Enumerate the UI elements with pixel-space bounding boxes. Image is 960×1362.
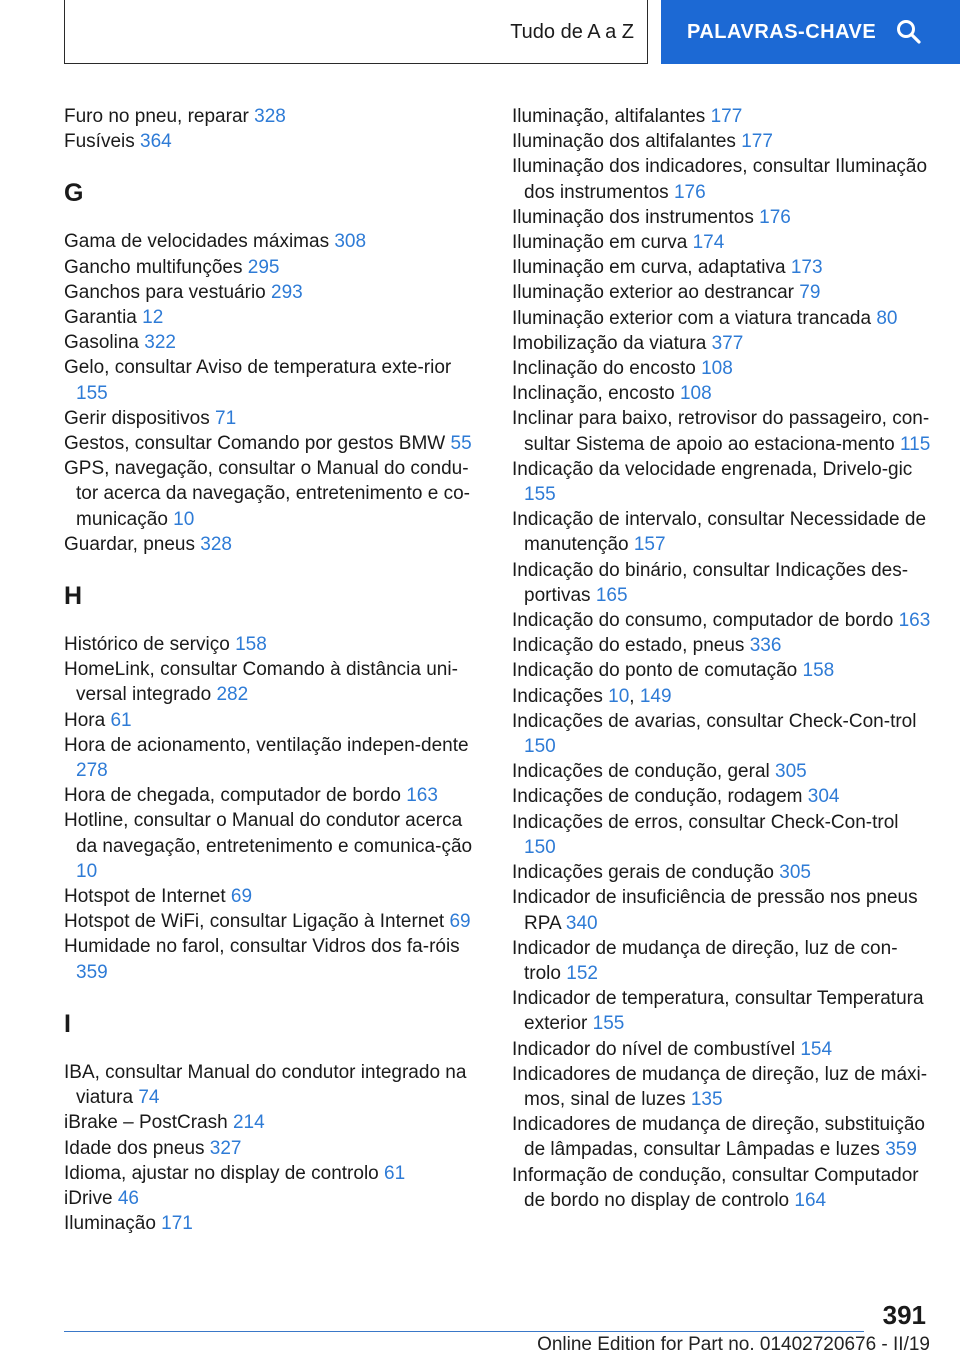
index-entry <box>64 708 484 733</box>
page-reference-link[interactable]: 135 <box>690 1088 723 1110</box>
index-entry <box>64 406 484 431</box>
index-entry <box>512 608 932 633</box>
page-reference-link[interactable]: 10 <box>608 685 630 707</box>
index-entry-text: iBrake – PostCrash <box>64 1112 228 1134</box>
index-entry-text: Gestos, consultar Comando por gestos BMW <box>64 433 446 455</box>
index-entry <box>512 1062 932 1112</box>
index-entry-text: Iluminação dos altifalantes <box>512 131 736 153</box>
index-column-right <box>512 104 932 1213</box>
index-entry-text: Indicações de erros, consultar Check-Con-trol <box>512 811 899 833</box>
index-entry <box>512 129 932 154</box>
index-entry-text: Idioma, ajustar no display de controlo <box>64 1162 379 1184</box>
index-entry-text: Indicação da velocidade engrenada, Drivelo-gic <box>512 458 913 480</box>
index-entry <box>64 884 484 909</box>
index-entry-text: Indicações <box>512 685 603 707</box>
index-entry <box>512 381 932 406</box>
index-entry <box>512 986 932 1036</box>
index-entry-text: Iluminação exterior ao destrancar <box>512 282 794 304</box>
index-entry-text: Fusíveis <box>64 131 135 153</box>
page-reference-link[interactable]: 165 <box>595 584 628 606</box>
page-reference-link[interactable]: 158 <box>802 660 835 682</box>
index-entry-text: Indicador de mudança de direção, luz de con-trolo <box>512 937 898 984</box>
page-reference-link[interactable]: 359 <box>76 961 108 983</box>
page-reference-link[interactable]: 69 <box>449 911 471 933</box>
index-entry-text: Inclinação do encosto <box>512 358 696 380</box>
index-entry-text: Idade dos pneus <box>64 1137 205 1159</box>
page-reference-link[interactable]: 163 <box>406 785 438 807</box>
index-entry-text: Indicações de condução, geral <box>512 761 770 783</box>
top-navigation <box>0 0 960 66</box>
index-entry-text: Indicadores de mudança de direção, substituição de lâmpadas, consultar Lâmpadas e luzes <box>512 1114 925 1161</box>
page-reference-link[interactable]: 157 <box>633 534 666 556</box>
tab-all-a-to-z-label: Tudo de A a Z <box>510 20 634 43</box>
tab-keywords-label: PALAVRAS-CHAVE <box>687 20 877 43</box>
index-entry-text: Indicador de temperatura, consultar Temperatura exterior <box>512 988 924 1035</box>
page-reference-link[interactable]: 308 <box>334 231 367 253</box>
page-reference-link[interactable]: 80 <box>876 307 898 329</box>
index-entry-text: Hora <box>64 709 106 731</box>
tab-all-a-to-z[interactable] <box>500 0 648 64</box>
footer-rule <box>64 1331 864 1332</box>
index-entry <box>512 784 932 809</box>
index-entry-text: Indicador do nível de combustível <box>512 1038 796 1060</box>
page-reference-link[interactable]: 164 <box>794 1189 827 1211</box>
index-entry-text: Inclinação, encosto <box>512 383 675 405</box>
index-entry <box>64 456 484 532</box>
index-entry-text: Iluminação exterior com a viatura trancada <box>512 307 872 329</box>
page-reference-link[interactable]: 293 <box>271 281 303 303</box>
index-entry <box>512 280 932 305</box>
index-entry-text: Hora de acionamento, ventilação indepen-dente <box>64 734 469 756</box>
index-entry <box>64 280 484 305</box>
page-reference-link[interactable]: 149 <box>639 685 672 707</box>
index-entry-text: Guardar, pneus <box>64 533 195 555</box>
index-entry-text: Iluminação em curva, adaptativa <box>512 257 786 279</box>
page-reference-link[interactable]: 336 <box>749 635 782 657</box>
page-reference-link[interactable]: 46 <box>117 1187 139 1209</box>
index-entry <box>512 558 932 608</box>
page-reference-link[interactable]: 328 <box>200 533 232 555</box>
index-entry-text: Gasolina <box>64 332 139 354</box>
index-entry <box>64 1161 484 1186</box>
index-letter-heading: I <box>64 1009 71 1038</box>
page-reference-link[interactable]: 282 <box>216 684 249 706</box>
index-entry-text: Indicação do ponto de comutação <box>512 660 798 682</box>
index-entry <box>64 733 484 783</box>
index-entry <box>64 431 484 456</box>
page-reference-link[interactable]: 359 <box>885 1139 917 1161</box>
page-number: 391 <box>882 1300 926 1330</box>
page-reference-link[interactable]: 55 <box>450 433 472 455</box>
footer-edition-text: Online Edition for Part no. 01402720676 - II/19 <box>537 1334 930 1355</box>
index-entry-text: Iluminação dos instrumentos <box>512 206 754 228</box>
page-reference-link[interactable]: 176 <box>759 206 791 228</box>
index-entry <box>512 230 932 255</box>
page-reference-link[interactable]: 115 <box>900 433 931 455</box>
search-icon <box>896 19 922 45</box>
index-entry <box>512 255 932 280</box>
index-entry <box>64 255 484 280</box>
index-entry <box>64 632 484 657</box>
index-letter-heading: G <box>64 179 84 208</box>
index-entry-text: iDrive <box>64 1187 113 1209</box>
index-entry-text: Indicadores de mudança de direção, luz de máxi-mos, sinal de luzes <box>512 1063 928 1110</box>
index-entry <box>512 1112 932 1162</box>
page-reference-link[interactable]: 305 <box>779 862 811 884</box>
index-entry-text: Hotspot de WiFi, consultar Ligação à Internet <box>64 911 445 933</box>
index-entry-text: Hotline, consultar o Manual do condutor acerca da navegação, entretenimento e comunica-ção <box>64 810 473 857</box>
index-entry: Indicações 10, 149 <box>512 685 672 707</box>
index-entry <box>512 356 932 381</box>
page-reference-link[interactable]: 150 <box>524 836 556 858</box>
index-entry <box>512 306 932 331</box>
index-entry-text: Histórico de serviço <box>64 634 230 656</box>
page-reference-link[interactable]: 69 <box>230 886 253 908</box>
index-entry-text: Iluminação dos indicadores, consultar Iluminação dos instrumentos <box>512 156 928 203</box>
index-entry-text: Iluminação em curva <box>512 232 688 254</box>
index-letter-heading: H <box>64 582 83 611</box>
page-reference-link[interactable]: 108 <box>701 358 733 380</box>
index-entry-text: Indicações gerais de condução <box>512 862 774 884</box>
index-entry <box>64 532 484 557</box>
index-entry <box>64 657 484 707</box>
index-entry <box>512 1163 932 1213</box>
page-reference-link[interactable]: 108 <box>679 383 712 405</box>
index-entry <box>64 1186 484 1211</box>
index-entry-text: Hora de chegada, computador de bordo <box>64 785 401 807</box>
index-entry <box>512 154 932 204</box>
page-reference-link[interactable]: 171 <box>161 1213 193 1235</box>
index-entry-text: Gancho multifunções <box>64 256 243 278</box>
page-reference-link[interactable]: 328 <box>254 106 286 127</box>
page-reference-link[interactable]: 154 <box>800 1038 833 1060</box>
page-reference-link[interactable]: 61 <box>110 709 132 731</box>
page-reference-link[interactable]: 176 <box>673 181 706 203</box>
index-entry <box>512 406 932 456</box>
index-entry <box>64 934 484 984</box>
index-entry-text: Informação de condução, consultar Computador de bordo no display de controlo <box>512 1164 919 1211</box>
index-entry <box>64 1136 484 1161</box>
index-entry <box>64 909 484 934</box>
index-entry <box>64 330 484 355</box>
index-entry <box>512 507 932 557</box>
index-entry <box>64 355 484 405</box>
page-reference-link[interactable]: 10 <box>173 508 195 530</box>
page-reference-link[interactable]: 74 <box>138 1087 160 1109</box>
page-reference-link[interactable]: 155 <box>524 484 556 506</box>
index-entry-text: Hotspot de Internet <box>64 886 226 908</box>
index-entry <box>64 305 484 330</box>
index-entry-text: Gelo, consultar Aviso de temperatura exte-rior <box>64 357 452 379</box>
index-entry-text: Indicações de avarias, consultar Check-Con-trol <box>512 710 917 732</box>
index-entry <box>512 658 932 683</box>
page-reference-link[interactable]: 152 <box>566 962 598 984</box>
index-entry <box>512 633 932 658</box>
page-reference-link[interactable]: 158 <box>235 634 267 656</box>
page-reference-link[interactable]: 12 <box>142 307 164 329</box>
index-entry <box>512 709 932 759</box>
index-entry-text: Imobilização da viatura <box>512 332 707 354</box>
index-entry-text: Gerir dispositivos <box>64 407 210 429</box>
index-entry-text: GPS, navegação, consultar o Manual do condu-tor acerca da navegação, entretenimento e co-municação <box>64 458 470 530</box>
index-entry <box>512 810 932 860</box>
index-entry-text: Ganchos para vestuário <box>64 281 266 303</box>
page-reference-link[interactable]: 214 <box>232 1112 265 1134</box>
index-entry <box>512 860 932 885</box>
index-entry <box>512 1037 932 1062</box>
index-entry-text: Inclinar para baixo, retrovisor do passageiro, con-sultar Sistema de apoio ao estaciona-mento <box>512 408 930 455</box>
index-entry <box>512 104 932 129</box>
page-reference-link[interactable]: 155 <box>76 382 108 404</box>
index-entry <box>512 885 932 935</box>
page-reference-link[interactable]: 150 <box>524 736 556 758</box>
index-entry-text: HomeLink, consultar Comando à distância uni-versal integrado <box>64 659 458 706</box>
page-reference-link[interactable]: 71 <box>215 407 237 429</box>
index-column-left <box>64 104 484 1236</box>
tab-keywords[interactable] <box>661 0 960 64</box>
index-entry-text: Indicação do estado, pneus <box>512 635 745 657</box>
page-reference-link[interactable]: 61 <box>384 1162 406 1184</box>
page-reference-link[interactable]: 278 <box>76 760 108 782</box>
index-entry-text: Indicação do consumo, computador de bordo <box>512 610 894 632</box>
index-entry-text: IBA, consultar Manual do condutor integrado na viatura <box>64 1061 467 1109</box>
index-entry-text: Indicação do binário, consultar Indicações des-portivas <box>512 559 909 606</box>
index-entry <box>512 457 932 507</box>
page-reference-link[interactable]: 327 <box>209 1137 242 1159</box>
page-reference-link[interactable]: 10 <box>76 860 98 882</box>
index-entry-text: Iluminação <box>64 1213 156 1235</box>
index-entry-text: Iluminação, altifalantes <box>512 106 706 127</box>
page-reference-link[interactable]: 377 <box>711 332 744 354</box>
index-entry <box>64 104 484 129</box>
index-entry-text: Garantia <box>64 307 137 329</box>
index-entry <box>512 331 932 356</box>
index-entry <box>64 1060 484 1110</box>
index-entry-text: Indicação de intervalo, consultar Necessidade de manutenção <box>512 509 927 556</box>
index-entry <box>512 205 932 230</box>
index-entry <box>64 808 484 884</box>
page-reference-link[interactable]: 79 <box>799 282 821 304</box>
index-entry <box>64 783 484 808</box>
page-reference-link[interactable]: 177 <box>741 131 773 153</box>
index-entry <box>512 759 932 784</box>
index-entry-text: Furo no pneu, reparar <box>64 106 249 127</box>
index-entry-text: Indicador de insuficiência de pressão nos pneus RPA <box>512 887 918 934</box>
page-reference-link[interactable]: 174 <box>692 232 725 254</box>
page-reference-link[interactable]: 364 <box>140 131 172 153</box>
page-reference-link[interactable]: 163 <box>898 610 931 632</box>
page-reference-link[interactable]: 155 <box>592 1013 625 1035</box>
page-reference-link[interactable]: 305 <box>775 761 807 783</box>
page-reference-link[interactable]: 173 <box>790 257 823 279</box>
page-reference-link[interactable]: 322 <box>144 332 176 354</box>
index-entry <box>64 229 484 254</box>
page-reference-link[interactable]: 177 <box>710 106 743 127</box>
page-reference-link[interactable]: 295 <box>247 256 280 278</box>
index-entry-text: Indicações de condução, rodagem <box>512 786 803 808</box>
index-entry <box>512 936 932 986</box>
index-entry <box>64 1211 484 1236</box>
page-reference-link[interactable]: 340 <box>565 912 598 934</box>
page-reference-link[interactable]: 304 <box>807 786 840 808</box>
index-entry <box>64 1110 484 1135</box>
index-entry-text: Humidade no farol, consultar Vidros dos fa-róis <box>64 936 460 958</box>
index-entry <box>64 129 484 154</box>
index-entry-text: Gama de velocidades máximas <box>64 231 330 253</box>
